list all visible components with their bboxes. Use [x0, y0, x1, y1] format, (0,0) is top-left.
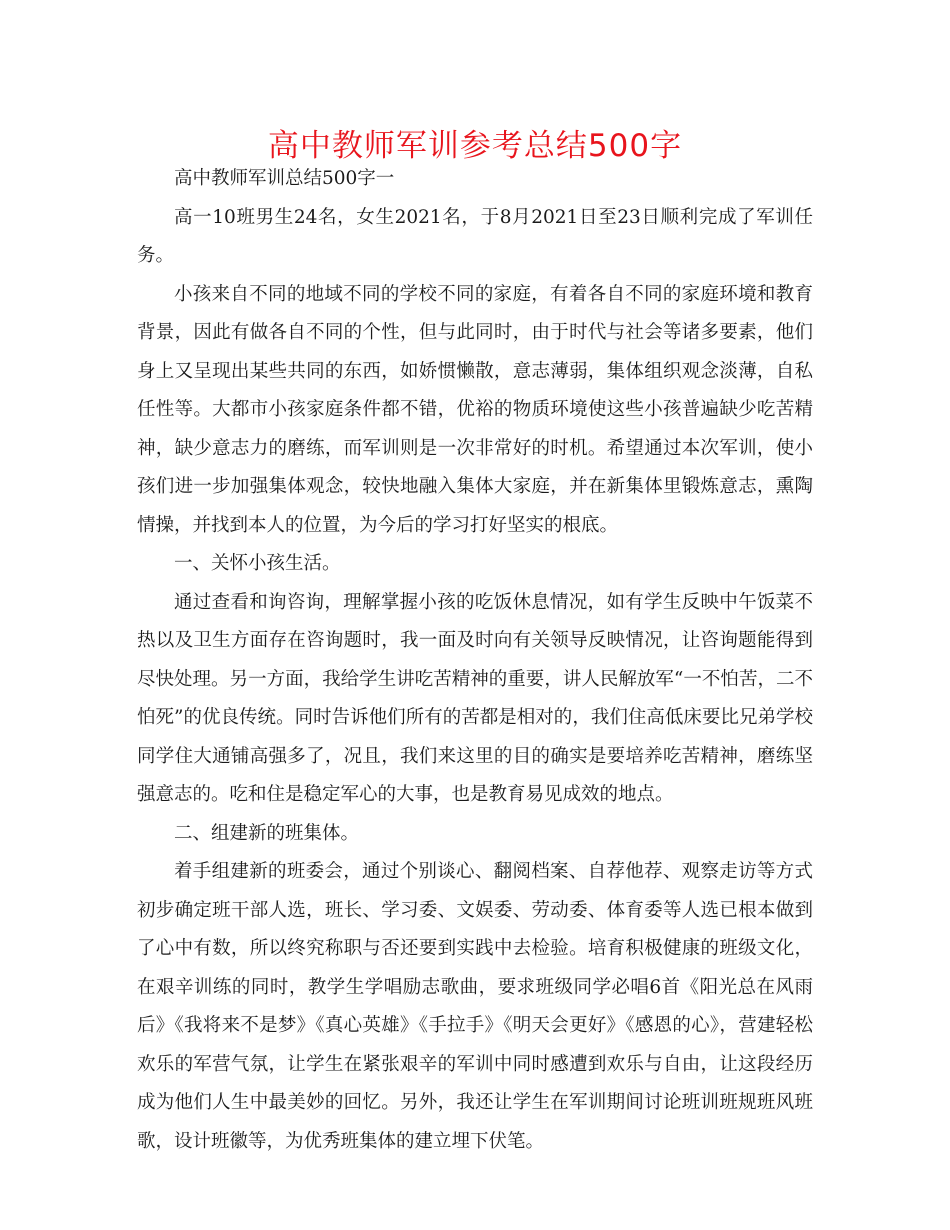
body-paragraph: 小孩来自不同的地域不同的学校不同的家庭，有着各自不同的家庭环境和教育背景，因此有做各自不同的个性，但与此同时，由于时代与社会等诸多要素，他们身上又呈现出某些共同的东西，如娇惯懒散，意志薄弱，集体组织观念淡薄，自私任性等。大都市小孩家庭条件都不错，优裕的物质环境使这些小孩普遍缺少吃苦精神，缺少意志力的磨练，而军训则是一次非常好的时机。希望通过本次军训，使小孩们进一步加强集体观念，较快地融入集体大家庭，并在新集体里锻炼意志，熏陶情操，并找到本人的位置，为今后的学习打好坚实的根底。 [137, 283, 813, 536]
document-body [137, 160, 813, 1161]
document-title: 高中教师军训参考总结500字 [267, 128, 683, 164]
section-heading: 二、组建新的班集体。 [174, 822, 360, 844]
section-heading: 一、关怀小孩生活。 [174, 553, 341, 574]
body-paragraph: 高一10班男生24名，女生2021名，于8月2021日至23日顺利完成了军训任务。 [137, 206, 813, 266]
body-paragraph: 通过查看和询咨询，理解掌握小孩的吃饭休息情况，如有学生反映中午饭菜不热以及卫生方面存在咨询题时，我一面及时向有关领导反映情况，让咨询题能得到尽快处理。另一方面，我给学生讲吃苦精神的重要，讲人民解放军“一不怕苦，二不怕死”的优良传统。同时告诉他们所有的苦都是相对的，我们住高低床要比兄弟学校同学住大通铺高强多了，况且，我们来这里的目的确实是要培养吃苦精神，磨练坚强意志的。吃和住是稳定军心的大事，也是教育易见成效的地点。 [137, 591, 813, 805]
body-paragraph: 着手组建新的班委会，通过个别谈心、翻阅档案、自荐他荐、观察走访等方式初步确定班干部人选，班长、学习委、文娱委、劳动委、体育委等人选已根本做到了心中有数，所以终究称职与否还要到实践中去检验。培育积极健康的班级文化，在艰辛训练的同时，教学生学唱励志歌曲，要求班级同学必唱6首《阳光总在风雨后》《我将来不是梦》《真心英雄》《手拉手》《明天会更好》《感恩的心》，营建轻松欢乐的军营气氛，让学生在紧张艰辛的军训中同时感遭到欢乐与自由，让这段经历成为他们人生中最美妙的回忆。另外，我还让学生在军训期间讨论班训班规班风班歌，设计班徽等，为优秀班集体的建立埋下伏笔。 [137, 861, 813, 1152]
section-heading: 高中教师军训总结500字一 [174, 168, 395, 189]
